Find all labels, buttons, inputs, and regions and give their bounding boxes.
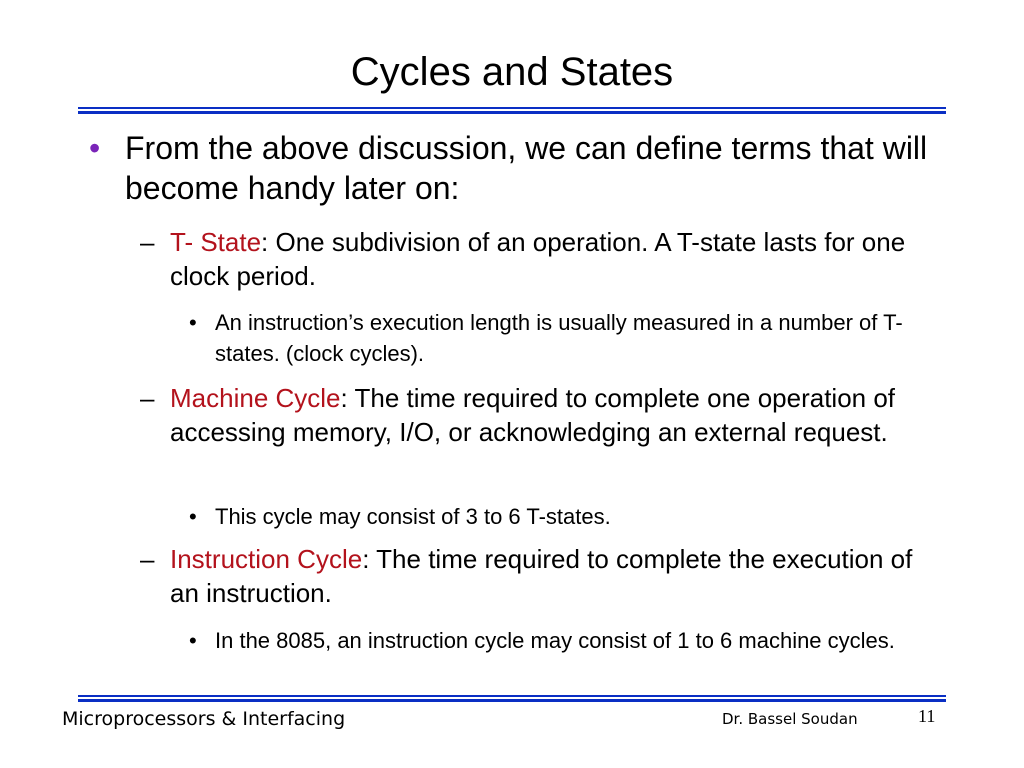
intro-text: From the above discussion, we can define terms that will become handy later on: <box>125 130 928 206</box>
footer-divider <box>78 695 946 702</box>
bullet-icon: • <box>189 628 197 653</box>
note-text: An instruction’s execution length is usually measured in a number of T-states. (clock cycles). <box>215 310 903 366</box>
footer-course: Microprocessors & Interfacing <box>62 708 346 730</box>
definition-instruction-cycle <box>140 542 945 610</box>
note-instruction-cycle <box>189 625 950 656</box>
dash-icon: – <box>140 544 155 574</box>
dash-icon: – <box>140 227 155 257</box>
term-t-state: T- State <box>170 227 262 257</box>
term-instruction-cycle: Instruction Cycle <box>170 544 363 574</box>
note-text: This cycle may consist of 3 to 6 T-states. <box>215 504 611 529</box>
definition-text: : One subdivision of an operation. A T-state lasts for one clock period. <box>170 227 906 291</box>
note-text: In the 8085, an instruction cycle may consist of 1 to 6 machine cycles. <box>215 628 895 653</box>
note-machine-cycle <box>189 501 950 532</box>
dash-icon: – <box>140 383 155 413</box>
footer-author: Dr. Bassel Soudan <box>722 710 858 728</box>
definition-t-state <box>140 225 945 293</box>
slide-title: Cycles and States <box>350 50 674 94</box>
note-t-state <box>189 307 950 369</box>
bullet-icon: • <box>89 130 101 166</box>
definition-machine-cycle <box>140 381 945 449</box>
definition-text: : The time required to complete the execution of an instruction. <box>170 544 913 608</box>
page-number: 11 <box>918 706 936 726</box>
term-machine-cycle: Machine Cycle <box>170 383 341 413</box>
definition-text: : The time required to complete one operation of accessing memory, I/O, or acknowledging an external request. <box>170 383 896 447</box>
bullet-icon: • <box>189 504 197 529</box>
intro-bullet <box>89 128 955 208</box>
bullet-icon: • <box>189 310 197 335</box>
